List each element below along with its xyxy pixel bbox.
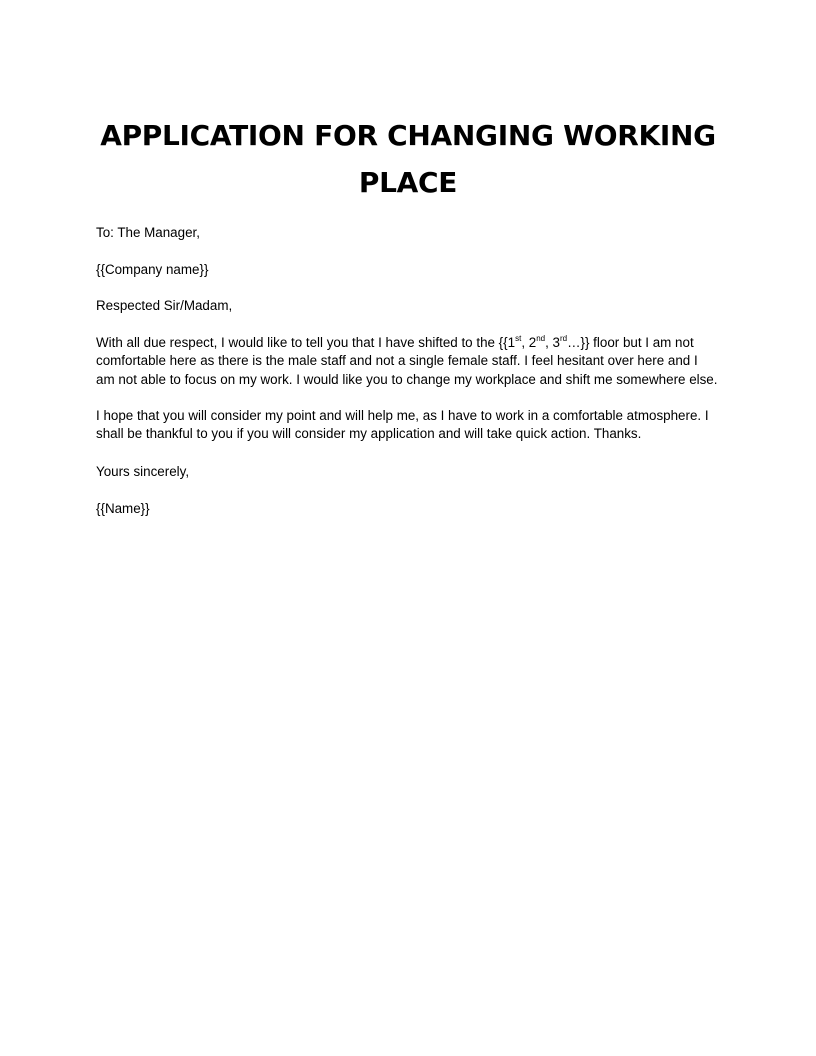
company-placeholder: {{Company name}} bbox=[96, 262, 209, 277]
paragraph-2-line-2: shall be thankful to you if you will consider my application and will take quick action. Thanks. bbox=[96, 426, 642, 442]
salutation: Respected Sir/Madam, bbox=[96, 298, 233, 313]
paragraph-1-text-a: With all due respect, I would like to tell you that I have shifted to the {{1 bbox=[96, 335, 516, 350]
ordinal-suffix-st: st bbox=[515, 333, 522, 343]
recipient-line: To: The Manager, bbox=[96, 225, 200, 240]
paragraph-1-line-2: comfortable here as there is the male staff and not a single female staff. I feel hesitant over here and I bbox=[96, 353, 698, 369]
ordinal-suffix-rd: rd bbox=[560, 333, 568, 343]
closing-line: Yours sincerely, bbox=[96, 464, 190, 479]
body-paragraph-1 bbox=[96, 334, 724, 389]
paragraph-1-text-c: , 3 bbox=[545, 335, 560, 350]
paragraph-1-text-d: …}} floor but I am not bbox=[567, 335, 694, 350]
signature-placeholder: {{Name}} bbox=[96, 501, 150, 516]
paragraph-1-line-3: am not able to focus on my work. I would like you to change my workplace and shift me somewhere else. bbox=[96, 371, 718, 387]
paragraph-1-text-b: , 2 bbox=[521, 335, 537, 350]
paragraph-2-line-1: I hope that you will consider my point and will help me, as I have to work in a comfortable atmosphere. I bbox=[96, 408, 709, 423]
paragraph-1-line-1 bbox=[96, 334, 724, 352]
document-title: APPLICATION FOR CHANGING WORKING PLACE bbox=[100, 119, 716, 199]
body-paragraph-2 bbox=[96, 407, 724, 444]
ordinal-suffix-nd: nd bbox=[536, 333, 546, 343]
